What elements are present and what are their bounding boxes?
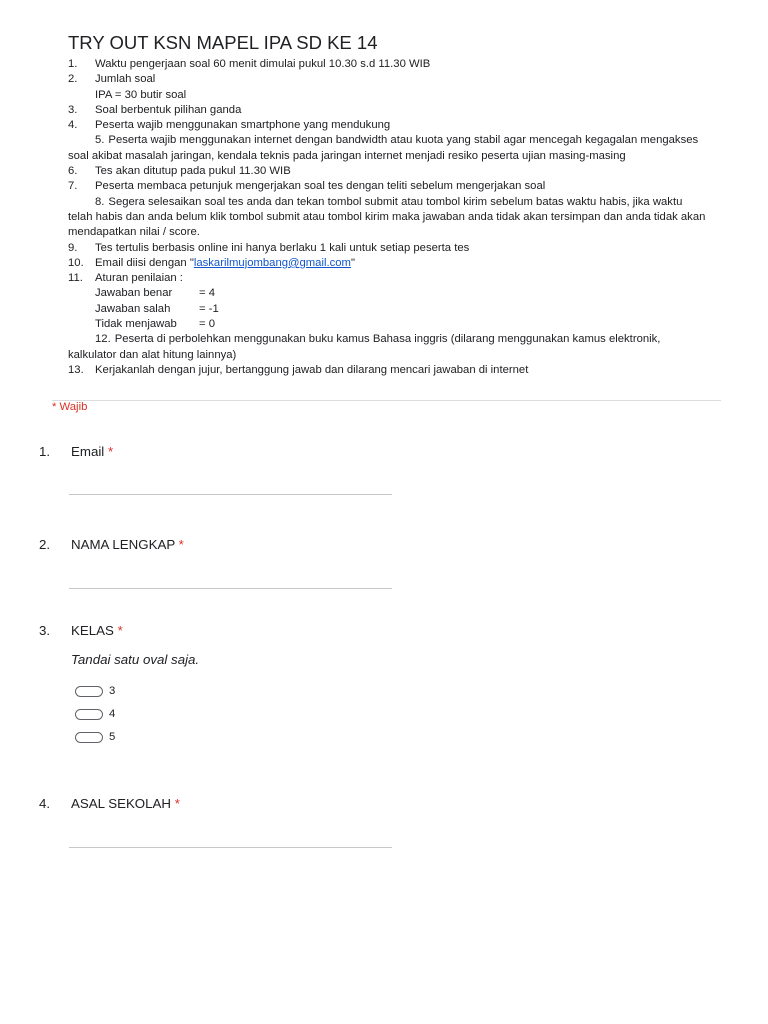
rule-text: Aturan penilaian : <box>95 272 183 285</box>
rule-item <box>68 57 708 72</box>
scoring-value: = -1 <box>199 302 219 315</box>
question-label <box>71 444 113 459</box>
question-hint: Tandai satu oval saja. <box>71 652 200 667</box>
question-label-text: NAMA LENGKAP <box>71 537 175 552</box>
question-label-text: KELAS <box>71 623 114 638</box>
rule-item <box>68 179 708 194</box>
kelas-option-3[interactable] <box>75 684 115 698</box>
rule-item <box>68 363 708 378</box>
rule-number: 9. <box>68 241 78 254</box>
required-note: * Wajib <box>52 401 88 413</box>
rule-text-suffix: " <box>350 256 355 269</box>
asal-sekolah-input[interactable] <box>69 847 392 848</box>
kelas-option-4[interactable] <box>75 707 115 721</box>
question-number: 1. <box>39 444 51 459</box>
rule-number: 2. <box>68 73 78 86</box>
radio-oval[interactable] <box>75 709 103 720</box>
rule-item <box>68 118 708 133</box>
scoring-value: = 4 <box>199 287 216 300</box>
rule-number: 12. <box>95 333 111 346</box>
scoring-row <box>68 286 708 301</box>
scoring-label: Jawaban benar <box>95 287 173 300</box>
section-divider <box>52 400 721 401</box>
rule-sub-text: IPA = 30 butir soal <box>95 88 187 101</box>
rule-text: Kerjakanlah dengan jujur, bertanggung jawab dan dilarang mencari jawaban di internet <box>95 363 529 376</box>
radio-oval[interactable] <box>75 732 103 743</box>
rule-number: 3. <box>68 103 78 116</box>
rule-item <box>68 256 708 271</box>
required-star: * <box>174 796 180 811</box>
rule-number: 8. <box>95 195 105 208</box>
rule-item <box>68 133 708 164</box>
rule-subitem <box>68 88 708 103</box>
rule-text: Tes akan ditutup pada pukul 11.30 WIB <box>95 165 291 178</box>
rule-number: 4. <box>68 119 78 132</box>
rule-number: 6. <box>68 165 78 178</box>
rule-item <box>68 164 708 179</box>
rule-text: Soal berbentuk pilihan ganda <box>95 103 242 116</box>
rule-text: Peserta wajib menggunakan smartphone yang mendukung <box>95 119 391 132</box>
rule-text: Jumlah soal <box>95 73 156 86</box>
rule-item <box>68 72 708 87</box>
form-title: TRY OUT KSN MAPEL IPA SD KE 14 <box>68 32 378 53</box>
scoring-row <box>68 302 708 317</box>
form-header <box>68 31 708 378</box>
scoring-label: Tidak menjawab <box>95 318 177 331</box>
email-link[interactable]: laskarilmujombang@gmail.com <box>193 256 351 269</box>
rule-number: 13. <box>68 363 84 376</box>
rule-item <box>68 271 708 286</box>
question-label <box>71 537 184 552</box>
radio-oval[interactable] <box>75 686 103 697</box>
question-number: 2. <box>39 537 51 552</box>
kelas-option-5[interactable] <box>75 730 115 744</box>
required-star: * <box>117 623 123 638</box>
question-label-text: ASAL SEKOLAH <box>71 796 172 811</box>
rule-number: 5. <box>95 134 105 147</box>
option-label: 5 <box>109 731 116 743</box>
question-label <box>71 796 180 811</box>
scoring-row <box>68 317 708 332</box>
question-label-text: Email <box>71 444 105 459</box>
rule-number: 11. <box>68 272 83 285</box>
required-star: * <box>107 444 114 459</box>
option-label: 3 <box>109 685 116 697</box>
option-label: 4 <box>109 708 116 720</box>
rule-number: 7. <box>68 180 78 193</box>
rule-item <box>68 103 708 118</box>
rule-text: Peserta membaca petunjuk mengerjakan soal tes dengan teliti sebelum mengerjakan soal <box>95 180 546 193</box>
rule-text: Peserta di perbolehkan menggunakan buku kamus Bahasa inggris (dilarang menggunakan kamus elektronik, kalkulator dan alat hitung lainnya) <box>68 333 661 361</box>
scoring-label: Jawaban salah <box>95 302 171 315</box>
rule-text: Email diisi dengan " <box>95 256 194 269</box>
email-input[interactable] <box>69 494 392 495</box>
question-number: 4. <box>39 796 51 811</box>
rule-text: Tes tertulis berbasis online ini hanya berlaku 1 kali untuk setiap peserta tes <box>95 241 470 254</box>
rule-text: Peserta wajib menggunakan internet dengan bandwidth atau kuota yang stabil agar mencegah kegagalan mengakses soal akibat masalah jaringan, kendala teknis pada jaringan internet menjadi resiko peserta ujian masing-masing <box>68 134 699 162</box>
scoring-value: = 0 <box>199 318 216 331</box>
rule-text: Waktu pengerjaan soal 60 menit dimulai pukul 10.30 s.d 11.30 WIB <box>95 58 431 70</box>
rule-text: Segera selesaikan soal tes anda dan tekan tombol submit atau tombol kirim sebelum batas waktu habis, jika waktu telah habis dan anda belum klik tombol submit atau tombol kirim maka jawaban anda tidak akan tersimpan dan anda tidak akan mendapatkan nilai / score. <box>68 195 706 239</box>
question-number: 3. <box>39 623 51 638</box>
rule-item <box>68 332 708 363</box>
required-star: * <box>178 537 184 552</box>
rule-number: 1. <box>68 58 78 70</box>
nama-lengkap-input[interactable] <box>69 588 392 589</box>
rule-number: 10. <box>68 256 84 269</box>
rule-item <box>68 241 708 256</box>
rule-item <box>68 195 708 241</box>
question-label <box>71 623 123 638</box>
